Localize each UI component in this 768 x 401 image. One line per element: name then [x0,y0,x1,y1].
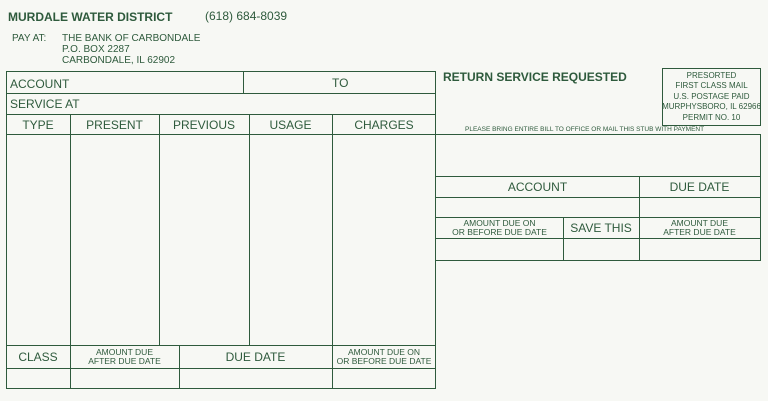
pay-at-line-3: CARBONDALE, IL 62902 [62,55,176,66]
stub-amount-due-after-line-1: AMOUNT DUE [671,218,728,228]
stub-due-date-label: DUE DATE [669,180,730,194]
footer-amount-due-on-line-2: OR BEFORE DUE DATE [336,356,432,366]
stub-amount-due-after [639,218,760,238]
footer-amount-due-on [332,346,436,368]
postage-line-3: U.S. POSTAGE PAID [673,91,750,101]
col-divider [249,114,250,345]
to-label: TO [332,76,349,90]
footer-class: CLASS [18,350,58,364]
stub-instruction: PLEASE BRING ENTIRE BILL TO OFFICE OR MAIL THIS STUB WITH PAYMENT [465,126,705,133]
pay-at-line-2: P.O. BOX 2287 [62,44,130,55]
postage-line-2: FIRST CLASS MAIL [675,81,748,91]
footer-amount-due-after-line-2: AFTER DUE DATE [88,356,161,366]
col-charges: CHARGES [354,117,414,132]
footer-amount-due-after [70,346,179,368]
service-at-label: SERVICE AT [10,97,80,111]
district-name: MURDALE WATER DISTRICT [8,10,173,24]
footer-amount-due-on-line-1: AMOUNT DUE ON [347,347,421,357]
stub-save-this: SAVE THIS [570,221,632,235]
postage-line-4: MURPHYSBORO, IL 62966 [662,102,761,112]
footer-amount-due-after-line-1: AMOUNT DUE [96,347,153,357]
district-phone: (618) 684-8039 [205,9,288,23]
col-divider [332,114,333,345]
stub-amount-due-after-line-2: AFTER DUE DATE [663,227,736,237]
stub-divider [760,134,761,260]
stub-amount-due-on-line-1: AMOUNT DUE ON [463,218,536,228]
postage-line-1: PRESORTED [686,70,737,80]
pay-at-label: PAY AT: [12,33,47,44]
postage-line-5: PERMIT NO. 10 [682,112,741,122]
account-label: ACCOUNT [10,77,70,91]
stub-account-label: ACCOUNT [507,180,568,194]
col-divider [243,71,244,93]
pay-at-address [62,33,200,66]
postage-text [662,69,761,125]
col-usage: USAGE [269,117,312,132]
stub-amount-due-on [436,218,563,238]
col-previous: PREVIOUS [172,117,235,132]
footer-due-date: DUE DATE [225,350,286,364]
row-divider [6,93,436,94]
stub-divider [436,260,761,261]
pay-at-line-1: THE BANK OF CARBONDALE [62,33,201,44]
stub-amount-due-on-line-2: OR BEFORE DUE DATE [452,227,547,237]
stub-divider [436,238,761,239]
stub-divider [436,197,761,198]
col-divider [70,114,71,345]
stub-divider [436,134,761,135]
col-divider [159,114,160,345]
col-present: PRESENT [86,117,143,132]
col-type: TYPE [22,117,54,132]
return-service-requested: RETURN SERVICE REQUESTED [443,70,627,84]
